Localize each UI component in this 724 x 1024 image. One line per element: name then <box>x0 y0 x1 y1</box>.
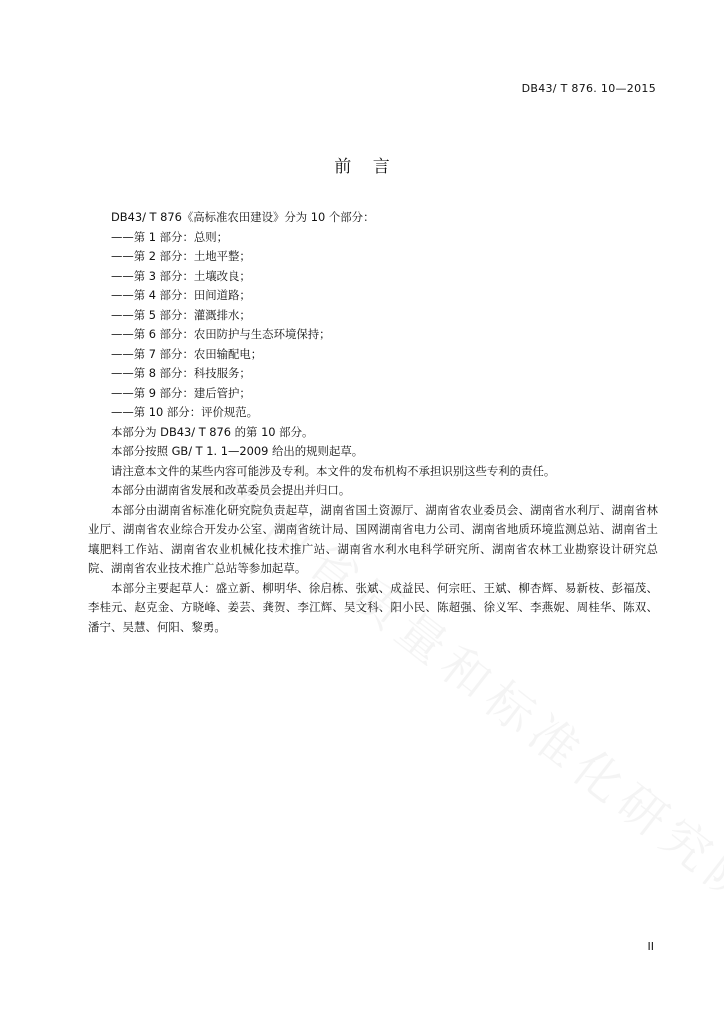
list-item: ——第 6 部分：农田防护与生态环境保持； <box>111 327 331 341</box>
page-title: 前 言 <box>334 157 390 177</box>
page-number: II <box>647 940 654 953</box>
drafting-rule-paragraph: 本部分按照 GB/ T 1. 1—2009 给出的规则起草。 <box>111 444 364 458</box>
proposer-paragraph: 本部分由湖南省发展和改革委员会提出并归口。 <box>111 483 351 497</box>
list-item: ——第 3 部分：土壤改良； <box>111 268 251 283</box>
intro-paragraph: DB43/ T 876《高标准农田建设》分为 10 个部分： <box>111 210 375 224</box>
list-item: ——第 5 部分：灌溉排水； <box>111 307 251 322</box>
drafters-paragraph: 本部分主要起草人：盛立新、柳明华、徐启栋、张斌、成益民、何宗旺、王斌、柳杏辉、易新枝、彭福茂、李桂元、赵克金、方晓峰、姜芸、龚贺、李江辉、吴文科、阳小民、陈超强、徐义军、李燕妮、周桂华、陈双、潘宁、吴慧、何阳、黎勇。 <box>88 580 658 634</box>
list-item: ——第 10 部分：评价规范。 <box>111 405 259 419</box>
list-item: ——第 7 部分：农田输配电； <box>111 346 263 361</box>
patent-notice-paragraph: 请注意本文件的某些内容可能涉及专利。本文件的发布机构不承担识别这些专利的责任。 <box>111 463 556 478</box>
list-item: ——第 9 部分：建后管护； <box>111 385 251 400</box>
list-item: ——第 1 部分：总则； <box>111 229 229 244</box>
body-text <box>88 208 658 637</box>
list-item: ——第 4 部分：田间道路； <box>111 288 251 302</box>
drafting-units-paragraph: 本部分由湖南省标准化研究院负责起草，湖南省国土资源厅、湖南省农业委员会、湖南省水利厅、湖南省林业厅、湖南省农业综合开发办公室、湖南省统计局、国网湖南省电力公司、湖南省地质环境监测总站、湖南省土壤肥料工作站、湖南省农业机械化技术推广站、湖南省水利水电科学研究所、湖南省农林工业勘察设计研究总院、湖南省农业技术推广总站等参加起草。 <box>88 502 658 575</box>
part-number-paragraph: 本部分为 DB43/ T 876 的第 10 部分。 <box>111 424 314 439</box>
list-item: ——第 8 部分：科技服务； <box>111 366 251 380</box>
standard-code: DB43/ T 876. 10—2015 <box>521 82 656 95</box>
list-item: ——第 2 部分：土地平整； <box>111 249 251 263</box>
